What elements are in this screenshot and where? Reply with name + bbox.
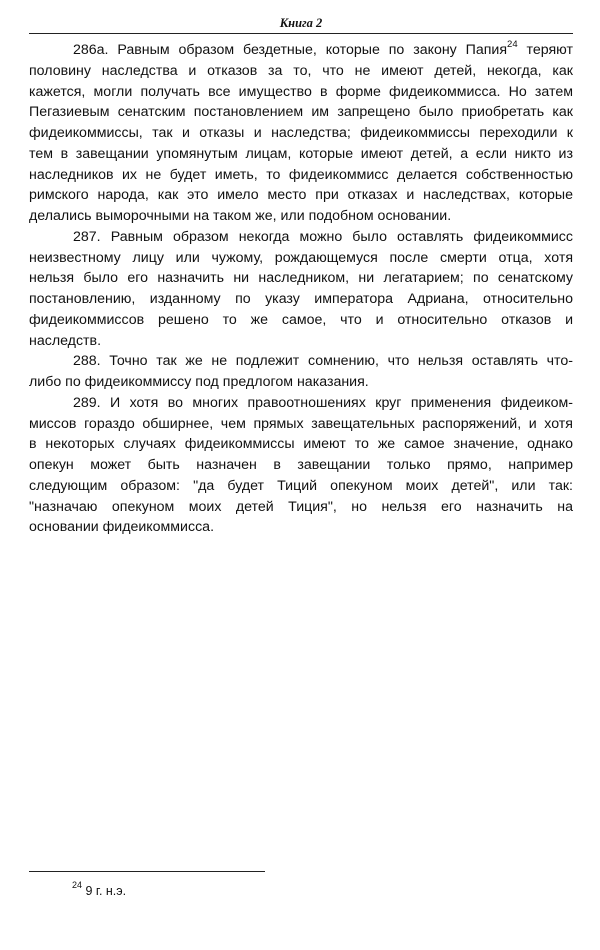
text-line: кажется, могли получать все имущество в форме фидеикоммисса. Но затем: [29, 83, 573, 100]
running-header: [29, 14, 573, 34]
text-line: 289. И хотя во многих правоотношениях круг применения фидеиком-: [73, 394, 573, 411]
page-body: [29, 40, 573, 538]
text-line-part: теряют: [517, 42, 573, 58]
text-line: либо по фидеикоммиссу под предлогом наказания.: [29, 374, 369, 390]
text-line: следующим образом: "да будет Тиций опекуном моих детей", или так:: [29, 477, 573, 494]
text-line: наследников их не будет иметь, то фидеикоммисс делается собственностью: [29, 166, 573, 183]
text-line: половину наследства и отказов за то, что не имеют детей, некогда, как: [29, 62, 573, 79]
text-line: римского народа, как это имело место при отказах и наследствах, которые: [29, 187, 573, 204]
footnote-ref[interactable]: 24: [507, 39, 518, 50]
text-line: опекун может быть назначен в завещании только прямо, например: [29, 457, 573, 473]
footnote-text: 9 г. н.э.: [82, 884, 127, 898]
footnote-separator: [29, 871, 265, 872]
text-line: в некоторых случаях фидеикоммиссы имеют то же самое значение, однако: [29, 436, 573, 453]
footnote-mark: 24: [72, 880, 83, 890]
text-line: основании фидеикоммисса.: [29, 519, 215, 536]
text-line: неизвестному лицу или чужому, рождающемуся после смерти отца, хотя: [29, 249, 573, 266]
text-line: тем в завещании упомянутым лицам, которые имеют детей, а если никто из: [29, 145, 573, 162]
text-line: фидеикоммиссов решено то же самое, что и относительно отказов и: [29, 311, 573, 328]
text-line: 287. Равным образом некогда можно было оставлять фидеикоммисс: [73, 228, 573, 245]
text-line: миссов гораздо обширнее, чем прямых завещательных распоряжений, и хотя: [29, 415, 573, 432]
text-line-part: 286а. Равным образом бездетные, которые по закону Папия: [73, 42, 508, 58]
text-line: наследств.: [29, 332, 102, 349]
footnote: [72, 880, 127, 898]
text-line: делались выморочными на таком же, или подобном основании.: [29, 208, 452, 224]
text-line: постановлению, изданному по указу императора Адриана, относительно: [29, 291, 573, 307]
text-line: фидеикоммиссы, так и отказы и наследства; фидеикоммиссы переходили к: [29, 125, 573, 141]
text-line: нельзя было его назначить ни наследником, ни легатарием; по сенатскому: [29, 270, 573, 287]
header-title: Книга 2: [279, 16, 323, 30]
text-line: [29, 40, 573, 61]
text-line: Пегазиевым сенатским постановлением им запрещено было приобретать как: [29, 104, 573, 121]
text-line: "назначаю опекуном моих детей Тиция", но нельзя его назначить на: [29, 498, 573, 515]
text-line: 288. Точно так же не подлежит сомнению, что нельзя оставлять что-: [73, 353, 573, 370]
